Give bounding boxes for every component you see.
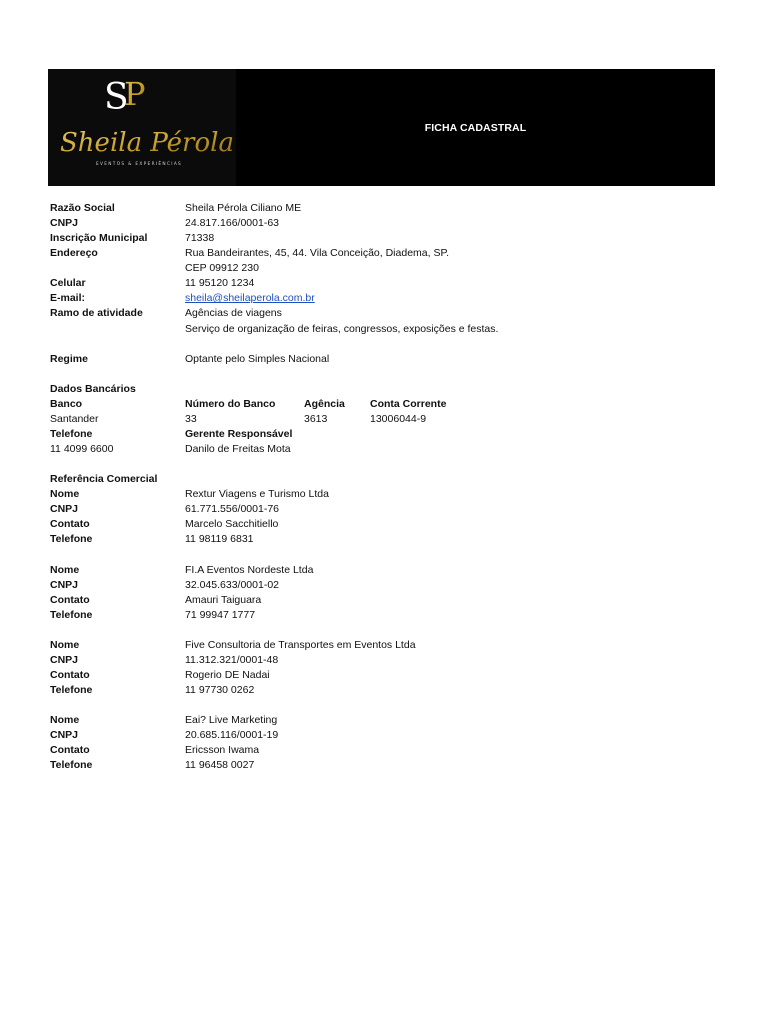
field-value: 61.771.556/0001-76	[185, 503, 280, 516]
field-value: 20.685.116/0001-19	[185, 729, 279, 742]
cnpj-row	[50, 216, 715, 231]
field-value: Eai? Live Marketing	[185, 714, 278, 727]
field-value: Rua Bandeirantes, 45, 44. Vila Conceição, Diadema, SP.	[185, 247, 450, 260]
references-section-title	[50, 472, 715, 487]
bank-number: 33	[185, 412, 197, 425]
spacer	[50, 367, 715, 382]
bank-value-row	[50, 412, 715, 427]
field-label: Telefone	[50, 608, 93, 621]
reference-nome-row	[50, 713, 715, 728]
reference-block	[50, 638, 715, 698]
field-label: CNPJ	[50, 217, 79, 230]
field-label: Nome	[50, 563, 80, 576]
field-label: CNPJ	[50, 653, 79, 666]
field-value: 71338	[185, 232, 215, 245]
field-value: Amauri Taiguara	[185, 593, 262, 606]
field-value: 11.312.321/0001-48	[185, 653, 279, 666]
field-value: 11 96458 0027	[185, 759, 255, 772]
field-value: Optante pelo Simples Nacional	[185, 352, 330, 365]
spacer	[50, 337, 715, 352]
field-value: Five Consultoria de Transportes em Eventos Ltda	[185, 638, 416, 651]
field-label: Contato	[50, 744, 90, 757]
cep-value: CEP 09912 230	[185, 262, 259, 275]
email-row	[50, 291, 715, 306]
reference-telefone-row	[50, 758, 715, 773]
field-label: Contato	[50, 668, 90, 681]
email-link[interactable]: sheila@sheilaperola.com.br	[185, 292, 315, 305]
bank-manager: Danilo de Freitas Mota	[185, 443, 291, 455]
field-label: Nome	[50, 638, 80, 651]
ramo-detail: Serviço de organização de feiras, congressos, exposições e festas.	[185, 322, 499, 335]
field-value: 11 98119 6831	[185, 533, 254, 546]
field-value: FI.A Eventos Nordeste Ltda	[185, 563, 314, 576]
reference-cnpj-row	[50, 502, 715, 517]
bank-agency: 3613	[304, 412, 328, 425]
column-header: Gerente Responsável	[185, 427, 293, 440]
column-header: Agência	[304, 397, 345, 410]
field-label: Telefone	[50, 759, 93, 772]
inscricao-municipal-row	[50, 231, 715, 246]
field-label: Nome	[50, 488, 80, 501]
reference-contato-row	[50, 668, 715, 683]
field-value: Rogerio DE Nadai	[185, 668, 270, 681]
svg-text:S: S	[104, 77, 129, 118]
field-label: Regime	[50, 352, 88, 365]
celular-row	[50, 276, 715, 291]
bank-value-row-2	[50, 442, 715, 457]
field-label: Endereço	[50, 247, 98, 260]
reference-block	[50, 713, 715, 773]
bank-account: 13006044-9	[370, 412, 427, 425]
spacer	[50, 623, 715, 638]
field-value: Rextur Viagens e Turismo Ltda	[185, 488, 329, 501]
field-label: Nome	[50, 714, 80, 727]
spacer	[50, 457, 715, 472]
column-header: Telefone	[50, 427, 93, 440]
section-title: Referência Comercial	[50, 473, 158, 486]
form-title: FICHA CADASTRAL	[424, 121, 527, 134]
field-label: Contato	[50, 593, 90, 606]
ramo-detail-row	[50, 322, 715, 337]
field-value: 11 97730 0262	[185, 684, 255, 696]
field-label: E-mail:	[50, 292, 86, 305]
column-header: Banco	[50, 397, 83, 410]
form-content	[50, 201, 715, 773]
field-label: CNPJ	[50, 578, 79, 591]
endereco-row	[50, 246, 715, 261]
field-value: 32.045.633/0001-02	[185, 578, 280, 591]
reference-cnpj-row	[50, 653, 715, 668]
field-value: Agências de viagens	[185, 307, 282, 320]
section-title: Dados Bancários	[50, 382, 136, 395]
bank-name: Santander	[50, 412, 99, 425]
reference-block	[50, 487, 715, 547]
field-label: Telefone	[50, 533, 93, 546]
field-label: Contato	[50, 518, 90, 531]
spacer	[50, 698, 715, 713]
field-label: Inscrição Municipal	[50, 232, 148, 245]
reference-nome-row	[50, 563, 715, 578]
reference-contato-row	[50, 517, 715, 532]
field-label: CNPJ	[50, 503, 79, 516]
reference-telefone-row	[50, 608, 715, 623]
field-label: Razão Social	[50, 202, 115, 214]
reference-telefone-row	[50, 683, 715, 698]
column-header: Conta Corrente	[370, 397, 447, 410]
field-value: 24.817.166/0001-63	[185, 217, 280, 230]
reference-contato-row	[50, 593, 715, 608]
field-value: Marcelo Sacchitiello	[185, 518, 279, 531]
header-banner	[48, 69, 715, 186]
regime-row	[50, 352, 715, 367]
sheila-perola-logo	[48, 69, 236, 186]
field-label: Ramo de atividade	[50, 307, 143, 320]
field-label: CNPJ	[50, 729, 79, 742]
bank-header-row	[50, 397, 715, 412]
reference-cnpj-row	[50, 578, 715, 593]
field-value: Sheila Pérola Ciliano ME	[185, 202, 302, 214]
reference-contato-row	[50, 743, 715, 758]
bank-section-title	[50, 382, 715, 397]
ramo-row	[50, 306, 715, 321]
svg-text:EVENTOS & EXPERIÊNCIAS: EVENTOS & EXPERIÊNCIAS	[96, 162, 183, 167]
reference-block	[50, 563, 715, 623]
svg-text:Sheila Pérola: Sheila Pérola	[60, 128, 234, 158]
field-label: Celular	[50, 277, 86, 290]
reference-telefone-row	[50, 532, 715, 547]
column-header: Número do Banco	[185, 397, 276, 410]
razao-social-row	[50, 201, 715, 216]
field-value: 71 99947 1777	[185, 608, 256, 621]
bank-phone: 11 4099 6600	[50, 443, 114, 455]
reference-nome-row	[50, 487, 715, 502]
bank-header-row-2	[50, 427, 715, 442]
field-value: Ericsson Iwama	[185, 744, 260, 757]
reference-nome-row	[50, 638, 715, 653]
ficha-cadastral-sheet	[48, 69, 715, 772]
field-value: 11 95120 1234	[185, 277, 255, 290]
cep-row	[50, 261, 715, 276]
field-label: Telefone	[50, 684, 93, 696]
spacer	[50, 547, 715, 562]
reference-cnpj-row	[50, 728, 715, 743]
svg-text:P: P	[124, 75, 146, 113]
